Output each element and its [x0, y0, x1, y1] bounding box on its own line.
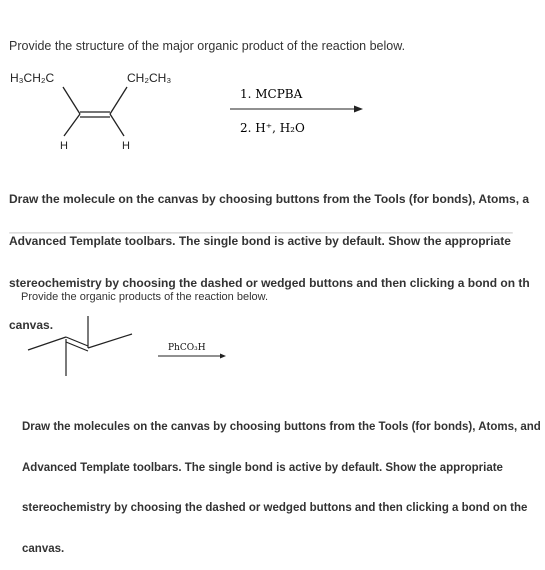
bond-lower-left [64, 114, 80, 136]
condition-step-2: 2. H⁺, H₂O [240, 121, 305, 135]
bond-lower-right [110, 114, 124, 136]
instruction-line: stereochemistry by choosing the dashed or wedged buttons and then clicking a bond on the [22, 502, 528, 514]
instruction-line: canvas. [9, 318, 54, 332]
cis-alkene-structure [0, 62, 230, 157]
bond-left-chain [28, 337, 66, 350]
instruction-line: Draw the molecules on the canvas by choosing buttons from the Tools (for bonds), Atoms, and [22, 421, 541, 433]
instruction-line: canvas. [22, 542, 65, 555]
bond-upper-left [63, 87, 80, 114]
instruction-line: Draw the molecule on the canvas by choosing buttons from the Tools (for bonds), Atoms, a [9, 192, 530, 206]
bond-upper-right [110, 87, 127, 114]
instruction-line: Advanced Template toolbars. The single bond is active by default. Show the appropriate [22, 461, 503, 474]
reagent-label: PhCO₃H [168, 343, 206, 353]
reaction-arrow-2 [158, 336, 238, 366]
substituent-top-right: CH₂CH₃ [127, 71, 172, 85]
bond-lower-double-line [66, 342, 88, 351]
substituent-bottom-left: H [60, 140, 68, 152]
question1-prompt: Provide the structure of the major organic product of the reaction below. [9, 39, 406, 53]
reaction-arrow-1 [230, 84, 370, 144]
bond-right-chain [88, 334, 132, 348]
question2-prompt: Provide the organic products of the reaction below. [21, 291, 269, 303]
alkene-skeletal-structure [20, 312, 150, 382]
substituent-bottom-right: H [122, 140, 130, 152]
condition-step-1: 1. MCPBA [240, 87, 303, 101]
instruction-line: Advanced Template toolbars. The single bond is active by default. Show the appropriate [9, 234, 511, 248]
question2-instructions [22, 394, 542, 570]
bond-upper-double-line [66, 337, 88, 346]
section-divider [9, 232, 513, 234]
substituent-top-left: H₃CH₂C [10, 71, 55, 85]
instruction-line: stereochemistry by choosing the dashed or wedged buttons and then clicking a bond on th [9, 276, 530, 290]
